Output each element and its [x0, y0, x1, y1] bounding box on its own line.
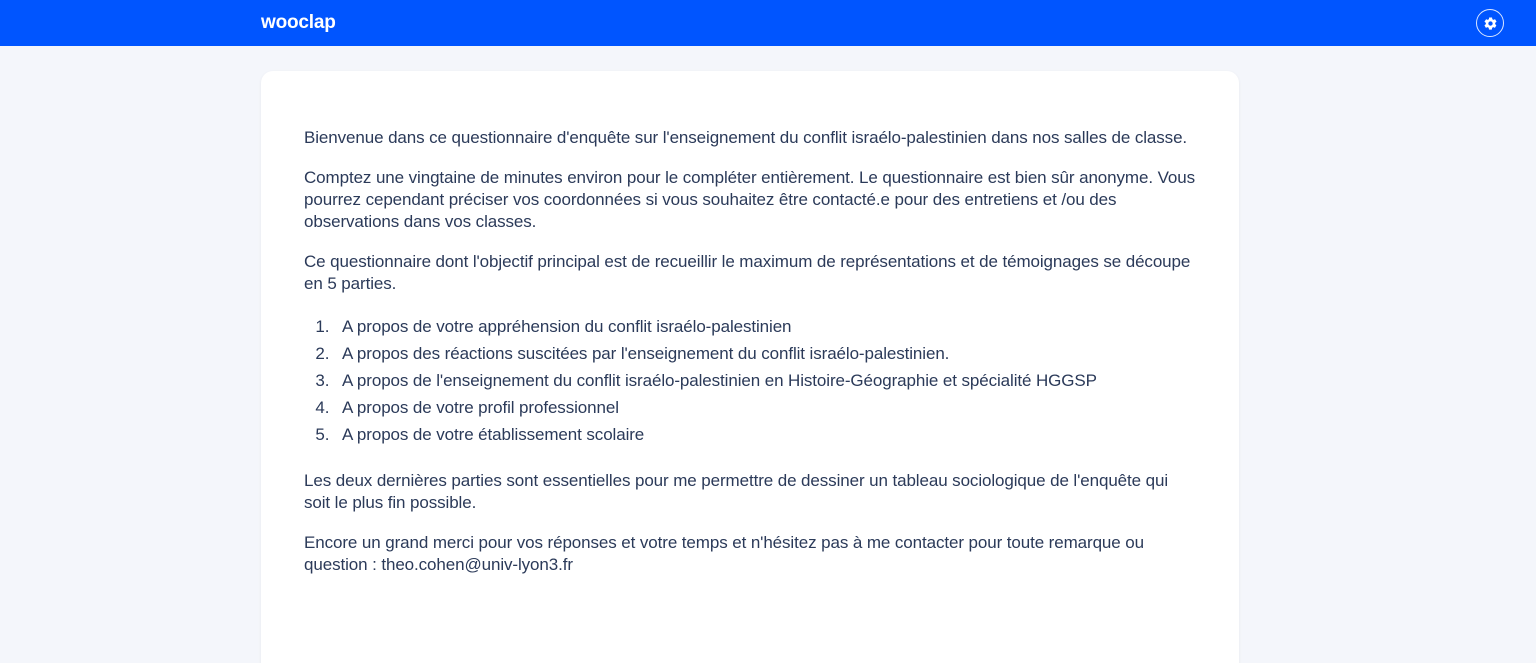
list-item: 1. A propos de votre appréhension du conflit israélo-palestinien	[334, 313, 1196, 340]
survey-parts-list	[304, 313, 1196, 448]
survey-card	[261, 71, 1239, 663]
list-item: 5. A propos de votre établissement scolaire	[334, 421, 1196, 448]
wooclap-logo: wooclap	[261, 12, 336, 33]
closing-paragraph-1: Les deux dernières parties sont essentielles pour me permettre de dessiner un tableau sociologique de l'enquête qui soit le plus fin possible.	[304, 471, 1169, 512]
intro-paragraph-2: Comptez une vingtaine de minutes environ pour le compléter entièrement. Le questionnaire est bien sûr anonyme. Vous pourrez cependant préciser vos coordonnées si vous souhaitez être contacté.e pour des entretiens et /ou des observations dans vos classes.	[304, 168, 1195, 231]
list-item: 4. A propos de votre profil professionnel	[334, 394, 1196, 421]
gear-icon[interactable]	[1476, 9, 1504, 37]
intro-paragraph-1: Bienvenue dans ce questionnaire d'enquête sur l'enseignement du conflit israélo-palestinien dans nos salles de classe.	[304, 128, 1188, 147]
list-item: 3. A propos de l'enseignement du conflit israélo-palestinien en Histoire-Géographie et spécialité HGGSP	[334, 367, 1196, 394]
survey-content	[261, 71, 1239, 576]
list-item: 2. A propos des réactions suscitées par l'enseignement du conflit israélo-palestinien.	[334, 340, 1196, 367]
intro-paragraph-3: Ce questionnaire dont l'objectif principal est de recueillir le maximum de représentations et de témoignages se découpe en 5 parties.	[304, 252, 1191, 293]
closing-paragraph-2: Encore un grand merci pour vos réponses et votre temps et n'hésitez pas à me contacter pour toute remarque ou question : theo.cohen@univ-lyon3.fr	[304, 533, 1144, 574]
top-navigation-bar	[0, 0, 1536, 46]
